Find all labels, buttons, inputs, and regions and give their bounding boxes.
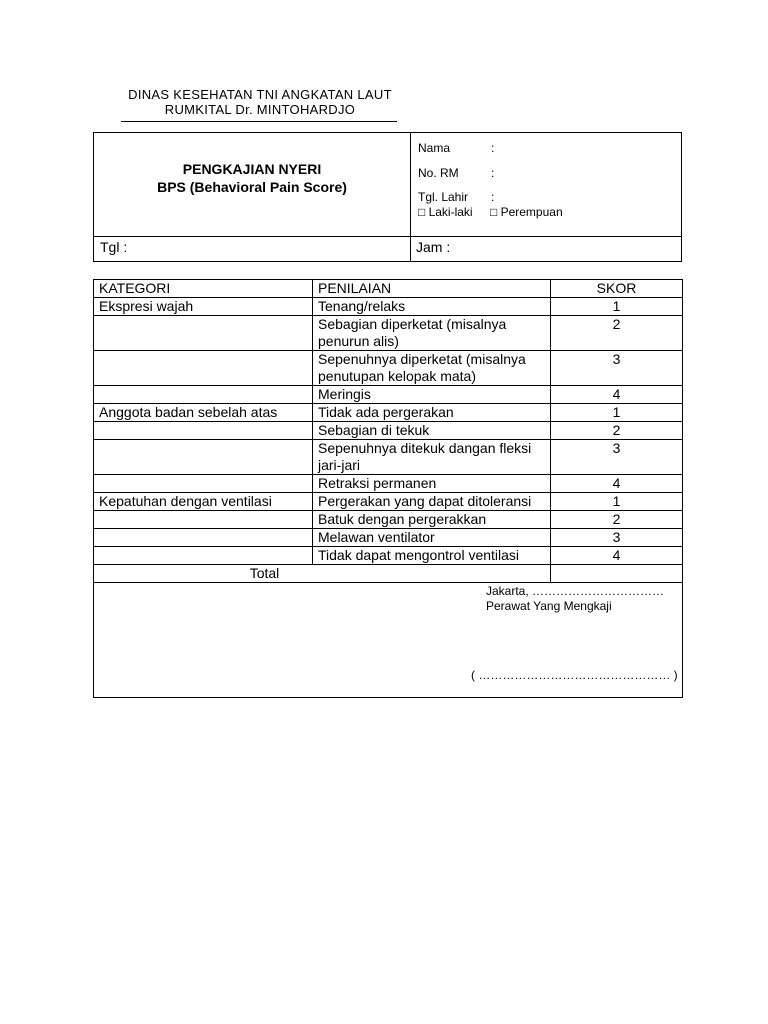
signature-city-date: Jakarta, …………………………… — [486, 584, 665, 598]
kategori-cell — [94, 316, 313, 351]
table-row — [94, 440, 683, 475]
header-kategori: KATEGORI — [94, 280, 313, 298]
header-skor: SKOR — [551, 280, 683, 298]
table-row — [94, 298, 683, 316]
total-row — [94, 565, 683, 583]
skor-cell: 2 — [551, 316, 683, 351]
kategori-cell — [94, 529, 313, 547]
skor-cell: 4 — [551, 547, 683, 565]
gender-male-checkbox[interactable]: □ Laki-laki — [418, 205, 473, 219]
penilaian-cell: Meringis — [313, 386, 551, 404]
form-title: PENGKAJIAN NYERI — [182, 161, 322, 177]
kategori-cell: Anggota badan sebelah atas — [94, 404, 313, 422]
form-subtitle: BPS (Behavioral Pain Score) — [157, 179, 347, 195]
kategori-cell — [94, 475, 313, 493]
org-underline — [121, 121, 397, 122]
penilaian-cell: Sepenuhnya diperketat (misalnya penutupan kelopak mata) — [313, 351, 551, 386]
tgl-label: Tgl : — [100, 239, 128, 255]
penilaian-cell: Sebagian di tekuk — [313, 422, 551, 440]
penilaian-cell: Tidak dapat mengontrol ventilasi — [313, 547, 551, 565]
skor-cell: 1 — [551, 298, 683, 316]
kategori-cell — [94, 351, 313, 386]
table-row — [94, 404, 683, 422]
no-rm-label: No. RM — [418, 166, 459, 180]
penilaian-cell: Batuk dengan pergerakkan — [313, 511, 551, 529]
kategori-cell — [94, 511, 313, 529]
kategori-cell — [94, 440, 313, 475]
skor-cell: 4 — [551, 475, 683, 493]
table-row — [94, 422, 683, 440]
table-row — [94, 529, 683, 547]
table-header-row — [94, 280, 683, 298]
header-divider-vertical — [410, 133, 411, 262]
penilaian-cell: Melawan ventilator — [313, 529, 551, 547]
penilaian-cell: Retraksi permanen — [313, 475, 551, 493]
kategori-cell — [94, 422, 313, 440]
kategori-cell — [94, 547, 313, 565]
nama-colon: : — [491, 141, 495, 155]
signature-cell — [94, 583, 683, 698]
total-label: Total — [94, 565, 551, 583]
form-header-box — [93, 132, 682, 262]
penilaian-cell: Sepenuhnya ditekuk dangan fleksi jari-jari — [313, 440, 551, 475]
skor-cell: 3 — [551, 440, 683, 475]
table-row — [94, 316, 683, 351]
skor-cell: 3 — [551, 529, 683, 547]
table-row — [94, 386, 683, 404]
no-rm-colon: : — [491, 166, 495, 180]
nama-label: Nama — [418, 141, 451, 155]
table-row — [94, 547, 683, 565]
kategori-cell: Ekspresi wajah — [94, 298, 313, 316]
kategori-cell: Kepatuhan dengan ventilasi — [94, 493, 313, 511]
penilaian-cell: Sebagian diperketat (misalnya penurun alis) — [313, 316, 551, 351]
tgl-lahir-colon: : — [491, 190, 495, 204]
bps-score-table — [93, 279, 683, 698]
skor-cell: 1 — [551, 493, 683, 511]
skor-cell: 4 — [551, 386, 683, 404]
skor-cell: 2 — [551, 422, 683, 440]
total-value-cell[interactable] — [551, 565, 683, 583]
jam-label: Jam : — [416, 239, 451, 255]
table-row — [94, 493, 683, 511]
org-name-line2: RUMKITAL Dr. MINTOHARDJO — [164, 102, 356, 117]
table-row — [94, 351, 683, 386]
table-row — [94, 475, 683, 493]
table-row — [94, 511, 683, 529]
signature-row — [94, 583, 683, 698]
header-divider-horizontal — [94, 236, 681, 237]
penilaian-cell: Tenang/relaks — [313, 298, 551, 316]
skor-cell: 1 — [551, 404, 683, 422]
kategori-cell — [94, 386, 313, 404]
penilaian-cell: Pergerakan yang dapat ditoleransi — [313, 493, 551, 511]
skor-cell: 2 — [551, 511, 683, 529]
tgl-lahir-label: Tgl. Lahir — [418, 190, 469, 204]
org-name-line1: DINAS KESEHATAN TNI ANGKATAN LAUT — [128, 87, 392, 102]
signature-name-line: ( ………………………………………… ) — [471, 668, 678, 682]
signature-role: Perawat Yang Mengkaji — [486, 599, 612, 613]
header-penilaian: PENILAIAN — [313, 280, 551, 298]
gender-female-checkbox[interactable]: □ Perempuan — [490, 205, 563, 219]
penilaian-cell: Tidak ada pergerakan — [313, 404, 551, 422]
skor-cell: 3 — [551, 351, 683, 386]
